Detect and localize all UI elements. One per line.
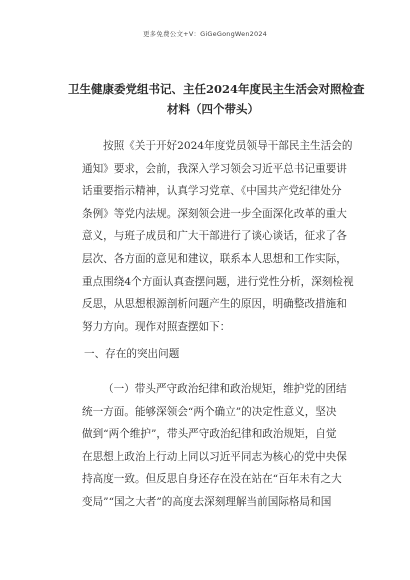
section-heading: 一、存在的突出问题 [84,348,180,360]
paragraph-line: 反思，从思想根源剖析问题产生的原因，明确整改措施和 [82,298,347,311]
paragraph-line: （一）带头严守政治纪律和政治规矩，维护党的团结 [103,383,347,395]
paragraph-line: 按照《关于开好2024年度党员领导干部民主生活会的 [103,140,353,152]
paragraph-line: 变局”“国之大者”的高度去深刻理解当前国际格局和国 [82,495,332,508]
paragraph-line: 努力方向。现作对照查摆如下： [82,320,231,333]
header-watermark: 更多免费公文+V：GiGeGongWen2024 [142,30,268,38]
paragraph-line: 意义，与班子成员和广大干部进行了谈心谈话，征求了各 [82,230,347,243]
paragraph-line: 在思想上政治上行动上同以习近平同志为核心的党中央保 [82,450,347,463]
title-line-1: 卫生健康委党组书记、主任2024年度民主生活会对照检查 [68,82,365,96]
paragraph-line: 重点围绕4个方面认真查摆问题，进行党性分析，深刻检视 [82,275,354,288]
paragraph-line: 统一方面。能够深领会“两个确立”的决定性意义，坚决 [82,405,337,418]
section-paragraph [82,378,347,514]
paragraph-line: 条例》等党内法规。深刻领会进一步全面深化改革的重大 [82,207,347,220]
paragraph-line: 持高度一致。但反思自身还存在没在站在“百年未有之大 [82,473,342,486]
paragraph-line: 话重要指示精神，认真学习党章、《中国共产党纪律处分 [82,185,342,198]
paragraph-line: 做到“两个维护”，带头严守政治纪律和政治规矩，自觉 [82,428,337,441]
paragraph-line: 通知》要求，会前，我深入学习领会习近平总书记重要讲 [82,162,347,175]
paragraph-line: 层次、各方面的意见和建议，联系本人思想和工作实际， [82,252,347,265]
title-line-2: 材料（四个带头） [167,102,259,116]
intro-paragraph [82,135,354,338]
document-title [68,79,365,119]
